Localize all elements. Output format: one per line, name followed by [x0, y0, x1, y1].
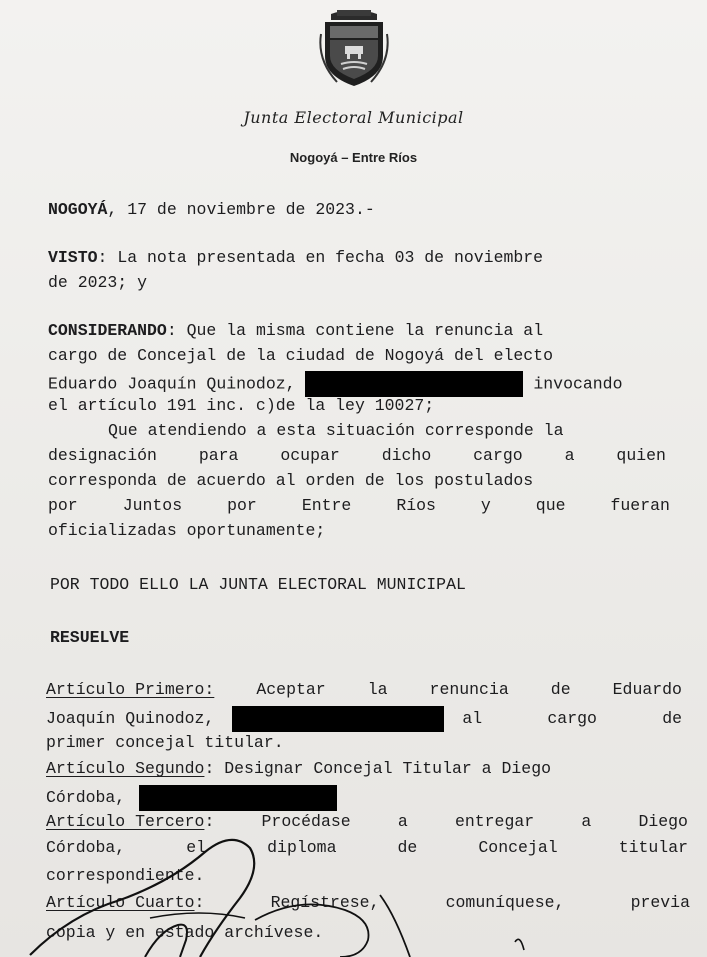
visto-line-1: VISTO: La nota presentada en fecha 03 de noviembre	[48, 248, 544, 267]
institution-title: Junta Electoral Municipal	[243, 108, 464, 127]
visto-line-2: de 2023; y	[48, 273, 148, 292]
articulo-primero-line-2: Joaquín Quinodoz, al cargo de	[46, 706, 682, 732]
considerando-line-4: el artículo 191 inc. c)de la ley 10027;	[48, 396, 435, 415]
considerando-line-2: cargo de Concejal de la ciudad de Nogoyá del electo	[48, 346, 553, 365]
por-todo-ello-line: POR TODO ELLO LA JUNTA ELECTORAL MUNICIPAL	[50, 575, 466, 594]
articulo-tercero-line-2: Córdoba, el diploma de Concejal titular	[46, 838, 688, 857]
city-subtitle: Nogoyá – Entre Ríos	[289, 150, 418, 165]
redaction-block	[232, 706, 444, 732]
considerando-line-8: por Juntos por Entre Ríos y que fueran	[48, 496, 670, 515]
articulo-primero-line-3: primer concejal titular.	[46, 733, 284, 752]
considerando-line-1: CONSIDERANDO: Que la misma contiene la renuncia al	[48, 321, 544, 340]
considerando-line-3: Eduardo Joaquín Quinodoz, invocando	[48, 371, 622, 397]
articulo-primero-line-1: Artículo Primero: Aceptar la renuncia de Eduardo	[46, 680, 682, 699]
redaction-block	[139, 785, 337, 811]
articulo-cuarto-line-2: copia y en estado archívese.	[46, 923, 324, 942]
date-line: NOGOYÁ, 17 de noviembre de 2023.-	[48, 200, 375, 219]
articulo-tercero-line-3: correspondiente.	[46, 866, 205, 885]
considerando-line-6: designación para ocupar dicho cargo a quien	[48, 446, 666, 465]
redaction-block	[305, 371, 523, 397]
articulo-segundo-line-1: Artículo Segundo: Designar Concejal Titular a Diego	[46, 759, 551, 778]
articulo-segundo-line-2: Córdoba,	[46, 785, 337, 811]
considerando-line-5: Que atendiendo a esta situación corresponde la	[108, 421, 564, 440]
considerando-line-9: oficializadas oportunamente;	[48, 521, 326, 540]
municipal-crest-seal	[317, 4, 391, 88]
articulo-tercero-line-1: Artículo Tercero: Procédase a entregar a Diego	[46, 812, 688, 831]
articulo-cuarto-line-1: Artículo Cuarto: Regístrese, comuníquese, previa	[46, 893, 690, 912]
resuelve-heading: RESUELVE	[50, 628, 130, 647]
considerando-line-7: corresponda de acuerdo al orden de los postulados	[48, 471, 534, 490]
